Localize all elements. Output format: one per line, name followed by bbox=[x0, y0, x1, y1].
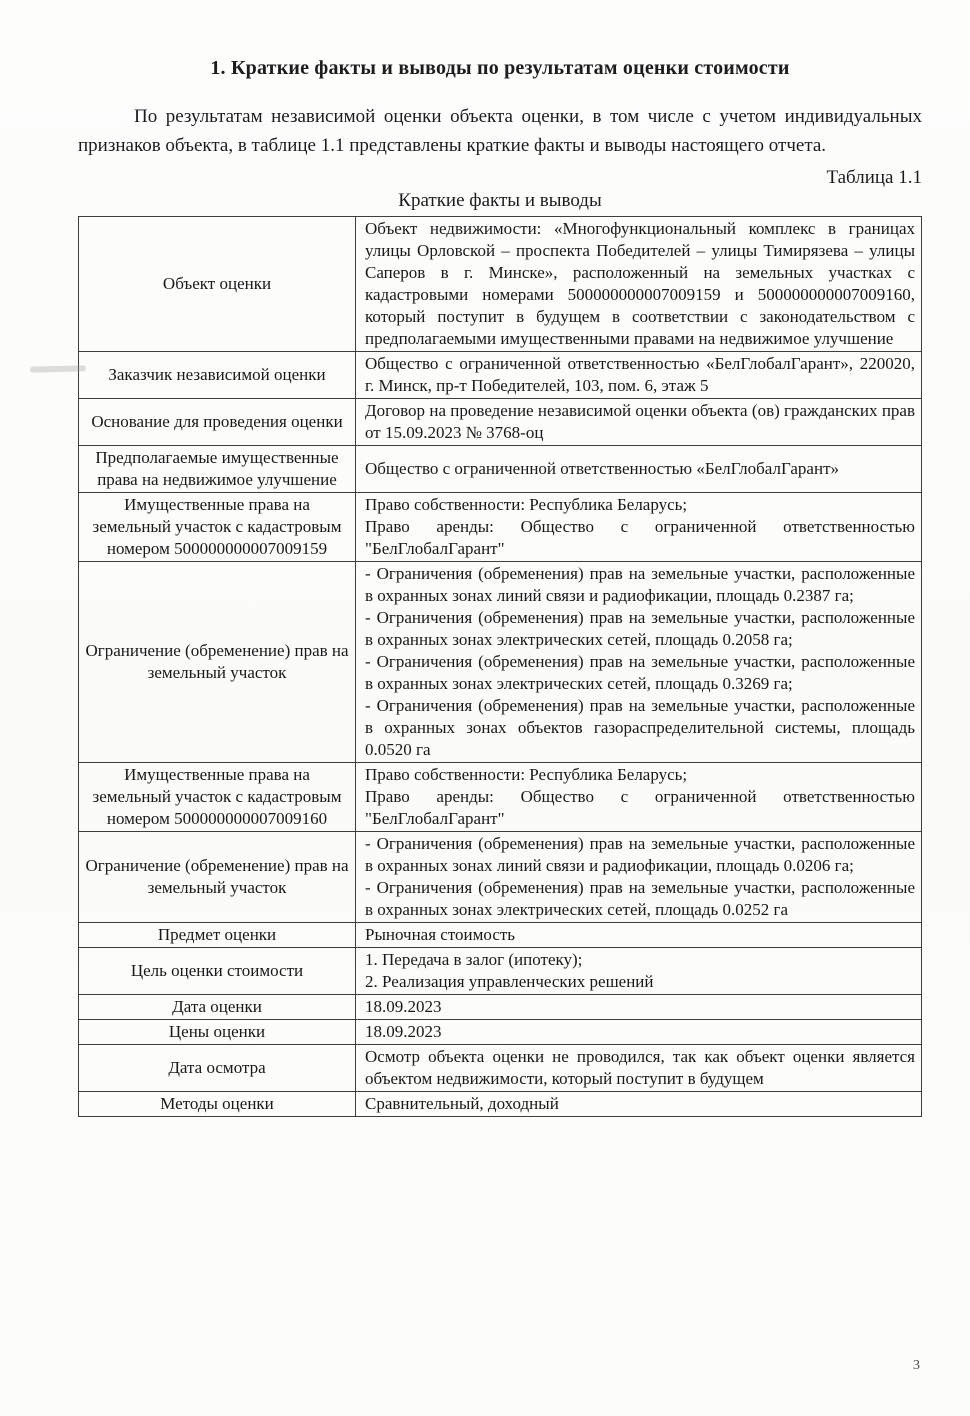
value-paragraph: Право собственности: Республика Беларусь; bbox=[365, 765, 688, 784]
value-paragraph: 18.09.2023 bbox=[365, 1022, 442, 1041]
value-paragraph: 1. Передача в залог (ипотеку); bbox=[365, 950, 583, 969]
table-row bbox=[79, 1092, 922, 1117]
row-label: Цены оценки bbox=[79, 1020, 356, 1045]
row-label: Дата оценки bbox=[79, 995, 356, 1020]
table-row bbox=[79, 352, 922, 399]
row-value bbox=[356, 832, 922, 923]
facts-table bbox=[78, 216, 922, 1117]
row-label: Ограничение (обременение) прав на земельный участок bbox=[79, 562, 356, 763]
row-value bbox=[356, 217, 922, 352]
row-value bbox=[356, 763, 922, 832]
row-value bbox=[356, 1020, 922, 1045]
row-value bbox=[356, 493, 922, 562]
value-paragraph: Право аренды: Общество с ограниченной ответственностью "БелГлобалГарант" bbox=[365, 787, 915, 828]
row-value bbox=[356, 1045, 922, 1092]
table-row bbox=[79, 1020, 922, 1045]
table-row bbox=[79, 493, 922, 562]
row-label: Имущественные права на земельный участок с кадастровым номером 500000000007009160 bbox=[79, 763, 356, 832]
section-title: 1. Краткие факты и выводы по результатам оценки стоимости bbox=[210, 57, 790, 79]
row-label: Методы оценки bbox=[79, 1092, 356, 1117]
table-row bbox=[79, 832, 922, 923]
row-value bbox=[356, 948, 922, 995]
table-caption: Краткие факты и выводы bbox=[398, 190, 602, 211]
table-row bbox=[79, 1045, 922, 1092]
page-number: 3 bbox=[913, 1358, 920, 1373]
row-value bbox=[356, 923, 922, 948]
value-paragraph: Сравнительный, доходный bbox=[365, 1094, 559, 1113]
table-row bbox=[79, 995, 922, 1020]
value-paragraph: Договор на проведение независимой оценки объекта (ов) гражданских прав от 15.09.2023 № 3768-оц bbox=[365, 401, 915, 442]
row-value bbox=[356, 562, 922, 763]
facts-table-body bbox=[79, 217, 922, 1117]
row-label: Основание для проведения оценки bbox=[79, 399, 356, 446]
row-value bbox=[356, 995, 922, 1020]
value-paragraph: - Ограничения (обременения) прав на земельные участки, расположенные в охранных зонах электрических сетей, площадь 0.0252 га bbox=[365, 878, 915, 919]
table-row bbox=[79, 763, 922, 832]
value-paragraph: - Ограничения (обременения) прав на земельные участки, расположенные в охранных зонах линий связи и радиофикации, площадь 0.2387 га; bbox=[365, 564, 915, 605]
value-paragraph: - Ограничения (обременения) прав на земельные участки, расположенные в охранных зонах электрических сетей, площадь 0.3269 га; bbox=[365, 652, 915, 693]
table-row bbox=[79, 948, 922, 995]
row-value bbox=[356, 1092, 922, 1117]
table-reference: Таблица 1.1 bbox=[826, 167, 922, 188]
value-paragraph: Общество с ограниченной ответственностью «БелГлобалГарант» bbox=[365, 459, 839, 478]
row-label: Заказчик независимой оценки bbox=[79, 352, 356, 399]
row-value bbox=[356, 446, 922, 493]
value-paragraph: Рыночная стоимость bbox=[365, 925, 516, 944]
row-value bbox=[356, 399, 922, 446]
row-label: Объект оценки bbox=[79, 217, 356, 352]
table-row bbox=[79, 446, 922, 493]
value-paragraph: 2. Реализация управленческих решений bbox=[365, 972, 654, 991]
row-label: Имущественные права на земельный участок с кадастровым номером 500000000007009159 bbox=[79, 493, 356, 562]
table-row bbox=[79, 923, 922, 948]
row-label: Цель оценки стоимости bbox=[79, 948, 356, 995]
row-value bbox=[356, 352, 922, 399]
row-label: Дата осмотра bbox=[79, 1045, 356, 1092]
value-paragraph: Право аренды: Общество с ограниченной ответственностью "БелГлобалГарант" bbox=[365, 517, 915, 558]
table-row bbox=[79, 399, 922, 446]
value-paragraph: Осмотр объекта оценки не проводился, так как объект оценки является объектом недвижимости, который поступит в будущем bbox=[365, 1047, 915, 1088]
row-label: Ограничение (обременение) прав на земельный участок bbox=[79, 832, 356, 923]
row-label: Предмет оценки bbox=[79, 923, 356, 948]
page-content bbox=[78, 56, 922, 1117]
row-label: Предполагаемые имущественные права на недвижимое улучшение bbox=[79, 446, 356, 493]
value-paragraph: Право собственности: Республика Беларусь; bbox=[365, 495, 688, 514]
value-paragraph: Общество с ограниченной ответственностью «БелГлобалГарант», 220020, г. Минск, пр-т Победителей, 103, пом. 6, этаж 5 bbox=[365, 354, 915, 395]
value-paragraph: Объект недвижимости: «Многофункциональный комплекс в границах улицы Орловской – проспекта Победителей – улицы Тимирязева – улицы Саперов в г. Минске», расположенный на земельных участках с кадастровыми номерами 500000000007009159 и 500000000007009160, который поступит в будущем в соответствии с законодательством с предполагаемыми имущественными правами на недвижимое улучшение bbox=[365, 219, 915, 348]
value-paragraph: 18.09.2023 bbox=[365, 997, 442, 1016]
value-paragraph: - Ограничения (обременения) прав на земельные участки, расположенные в охранных зонах электрических сетей, площадь 0.2058 га; bbox=[365, 608, 915, 649]
value-paragraph: - Ограничения (обременения) прав на земельные участки, расположенные в охранных зонах объектов газораспределительной системы, площадь 0.0520 га bbox=[365, 696, 915, 759]
table-row bbox=[79, 217, 922, 352]
value-paragraph: - Ограничения (обременения) прав на земельные участки, расположенные в охранных зонах линий связи и радиофикации, площадь 0.0206 га; bbox=[365, 834, 915, 875]
intro-paragraph: По результатам независимой оценки объекта оценки, в том числе с учетом индивидуальных признаков объекта, в таблице 1.1 представлены краткие факты и выводы настоящего отчета. bbox=[78, 106, 922, 156]
table-row bbox=[79, 562, 922, 763]
